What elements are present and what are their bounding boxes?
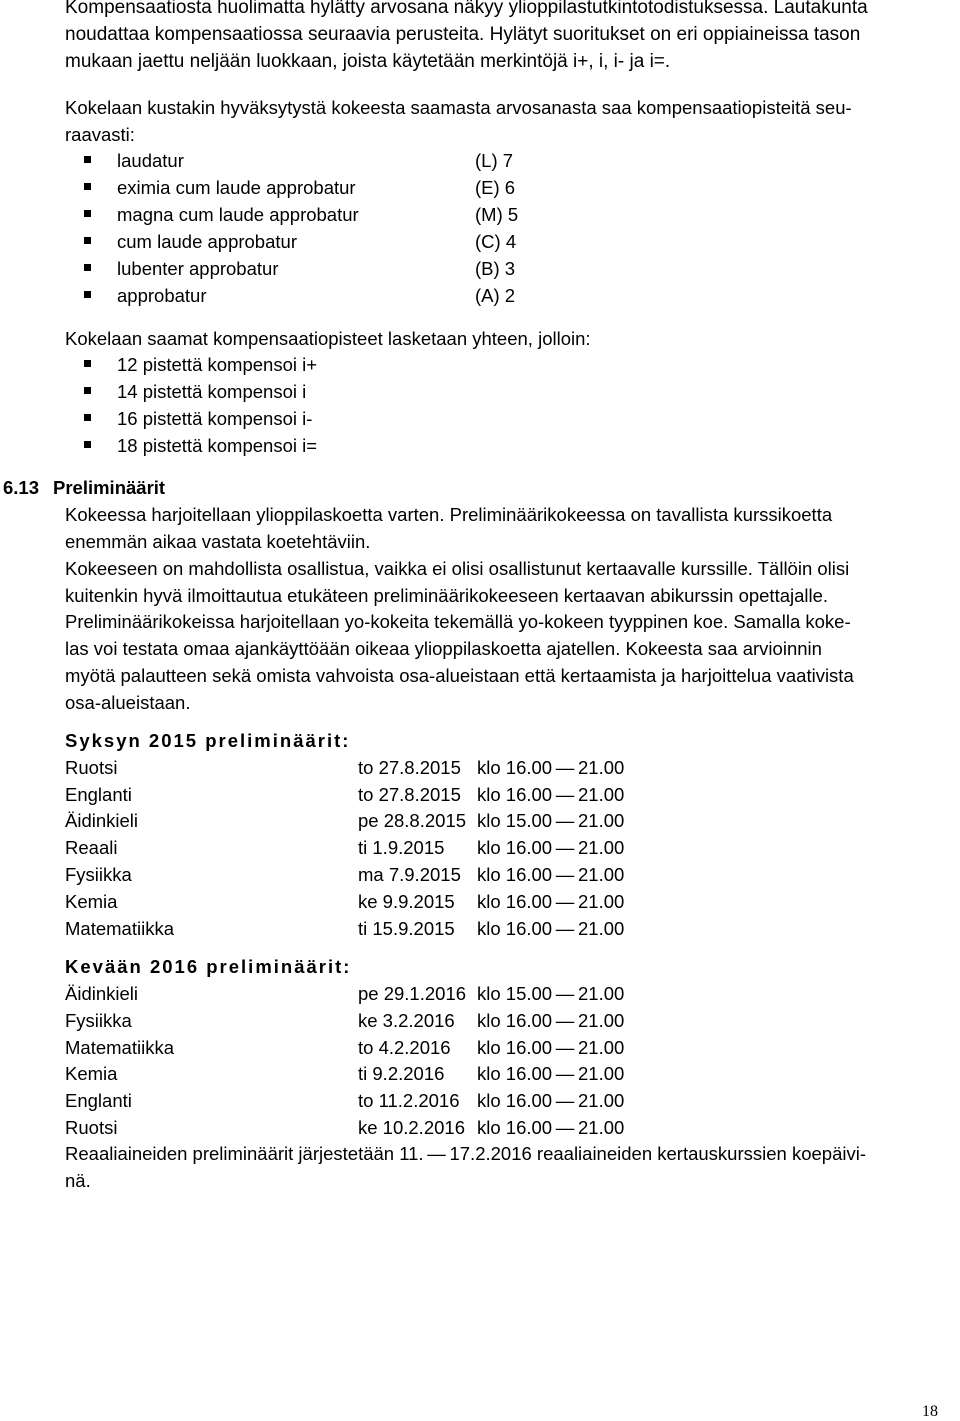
section-paragraph-line: Kokeessa harjoitellaan ylioppilaskoetta varten. Preliminäärikokeessa on tavallista kurssikoetta xyxy=(65,504,833,525)
schedule-subject: Englanti xyxy=(65,784,132,805)
bullet-icon xyxy=(84,210,91,217)
schedule-subject: Englanti xyxy=(65,1090,132,1111)
bullet-icon xyxy=(84,183,91,190)
section-paragraph-line: Preliminäärikokeissa harjoitellaan yo-kokeita tekemällä yo-kokeen tyyppinen koe. Samalla koke- xyxy=(65,611,851,632)
schedule-date: ti 9.2.2016 xyxy=(358,1063,445,1084)
section-paragraph-line: osa-alueistaan. xyxy=(65,692,191,713)
schedule-time: klo 16.00 — 21.00 xyxy=(477,837,625,858)
grade-name: cum laude approbatur xyxy=(117,231,297,252)
schedule-date: ti 15.9.2015 xyxy=(358,918,455,939)
schedule-subject: Matematiikka xyxy=(65,1037,174,1058)
schedule-time: klo 16.00 — 21.00 xyxy=(477,891,625,912)
points-item: 16 pistettä kompensoi i- xyxy=(117,408,313,429)
schedule-time: klo 16.00 — 21.00 xyxy=(477,918,625,939)
bullet-icon xyxy=(84,441,91,448)
schedule-date: ke 3.2.2016 xyxy=(358,1010,455,1031)
section-heading xyxy=(3,474,165,501)
bullet-icon xyxy=(84,291,91,298)
sum-lead: Kokelaan saamat kompensaatiopisteet lasketaan yhteen, jolloin: xyxy=(65,328,591,349)
schedule-time: klo 16.00 — 21.00 xyxy=(477,1063,625,1084)
schedule-subject: Kemia xyxy=(65,891,118,912)
points-item: 18 pistettä kompensoi i= xyxy=(117,435,318,456)
page-number: 18 xyxy=(922,1403,938,1420)
schedule-date: pe 29.1.2016 xyxy=(358,983,467,1004)
schedule-subject: Matematiikka xyxy=(65,918,174,939)
intro-line-2: noudattaa kompensaatiossa seuraavia perusteita. Hylätyt suoritukset on eri oppiaineissa tason xyxy=(65,24,861,45)
spring-schedule-title: Kevään 2016 preliminäärit: xyxy=(65,956,352,977)
spring-note-line-1: Reaaliaineiden preliminäärit järjestetään 11. — 17.2.2016 reaaliaineiden kertauskurssien koepäivi- xyxy=(65,1143,866,1164)
bullet-icon xyxy=(84,414,91,421)
schedule-date: to 27.8.2015 xyxy=(358,784,461,805)
schedule-date: ke 10.2.2016 xyxy=(358,1117,465,1138)
schedule-subject: Äidinkieli xyxy=(65,983,139,1004)
grade-code: (M) 5 xyxy=(475,204,519,225)
schedule-time: klo 15.00 — 21.00 xyxy=(477,810,625,831)
bullet-icon xyxy=(84,156,91,163)
section-paragraph-line: Kokeeseen on mahdollista osallistua, vaikka ei olisi osallistunut kertaavalle kurssille. Tällöin olisi xyxy=(65,558,850,579)
bullet-icon xyxy=(84,387,91,394)
spring-note-line-2: nä. xyxy=(65,1170,91,1191)
grade-name: approbatur xyxy=(117,285,207,306)
schedule-time: klo 16.00 — 21.00 xyxy=(477,1010,625,1031)
section-number: 6.13 xyxy=(3,477,40,498)
schedule-subject: Fysiikka xyxy=(65,1010,132,1031)
grade-code: (A) 2 xyxy=(475,285,516,306)
schedule-date: to 11.2.2016 xyxy=(358,1090,460,1111)
intro-line-1: Kompensaatiosta huolimatta hylätty arvosana näkyy ylioppilastutkintotodistuksessa. Lautakunta xyxy=(65,0,868,18)
schedule-subject: Ruotsi xyxy=(65,1117,118,1138)
section-paragraph-line: las voi testata omaa ajankäyttöään oikeaa ylioppilaskoetta ajatellen. Kokeesta saa arvioinnin xyxy=(65,638,822,659)
compensation-lead-1: Kokelaan kustakin hyväksytystä kokeesta saamasta arvosanasta saa kompensaatiopisteitä seu- xyxy=(65,97,852,118)
grade-code: (L) 7 xyxy=(475,150,514,171)
grade-code: (B) 3 xyxy=(475,258,516,279)
bullet-icon xyxy=(84,264,91,271)
bullet-icon xyxy=(84,237,91,244)
section-paragraph-line: enemmän aikaa vastata koetehtäviin. xyxy=(65,531,371,552)
schedule-date: pe 28.8.2015 xyxy=(358,810,467,831)
schedule-date: to 27.8.2015 xyxy=(358,757,461,778)
grade-name: eximia cum laude approbatur xyxy=(117,177,356,198)
schedule-date: to 4.2.2016 xyxy=(358,1037,451,1058)
schedule-subject: Kemia xyxy=(65,1063,118,1084)
schedule-date: ke 9.9.2015 xyxy=(358,891,455,912)
schedule-date: ti 1.9.2015 xyxy=(358,837,445,858)
grade-name: magna cum laude approbatur xyxy=(117,204,359,225)
schedule-time: klo 16.00 — 21.00 xyxy=(477,1117,625,1138)
points-item: 12 pistettä kompensoi i+ xyxy=(117,354,318,375)
section-title: Preliminäärit xyxy=(53,477,166,498)
schedule-time: klo 16.00 — 21.00 xyxy=(477,757,625,778)
schedule-date: ma 7.9.2015 xyxy=(358,864,461,885)
bullet-icon xyxy=(84,360,91,367)
points-item: 14 pistettä kompensoi i xyxy=(117,381,307,402)
autumn-schedule-title: Syksyn 2015 preliminäärit: xyxy=(65,730,351,751)
schedule-time: klo 16.00 — 21.00 xyxy=(477,1090,625,1111)
intro-line-3: mukaan jaettu neljään luokkaan, joista käytetään merkintöjä i+, i, i- ja i=. xyxy=(65,51,671,72)
compensation-lead-2: raavasti: xyxy=(65,124,135,145)
grade-name: lubenter approbatur xyxy=(117,258,279,279)
schedule-time: klo 16.00 — 21.00 xyxy=(477,784,625,805)
section-paragraph-line: myötä palautteen sekä omista vahvoista osa-alueistaan että kertaamista ja harjoittelua vaativista xyxy=(65,665,854,686)
grade-code: (E) 6 xyxy=(475,177,516,198)
schedule-time: klo 15.00 — 21.00 xyxy=(477,983,625,1004)
grade-name: laudatur xyxy=(117,150,184,171)
schedule-subject: Reaali xyxy=(65,837,118,858)
schedule-time: klo 16.00 — 21.00 xyxy=(477,864,625,885)
schedule-time: klo 16.00 — 21.00 xyxy=(477,1037,625,1058)
schedule-subject: Fysiikka xyxy=(65,864,132,885)
grade-code: (C) 4 xyxy=(475,231,517,252)
section-paragraph-line: kuitenkin hyvä ilmoittautua etukäteen preliminäärikokeeseen kertaavan abikurssin opettajalle. xyxy=(65,585,829,606)
schedule-subject: Ruotsi xyxy=(65,757,118,778)
schedule-subject: Äidinkieli xyxy=(65,810,139,831)
